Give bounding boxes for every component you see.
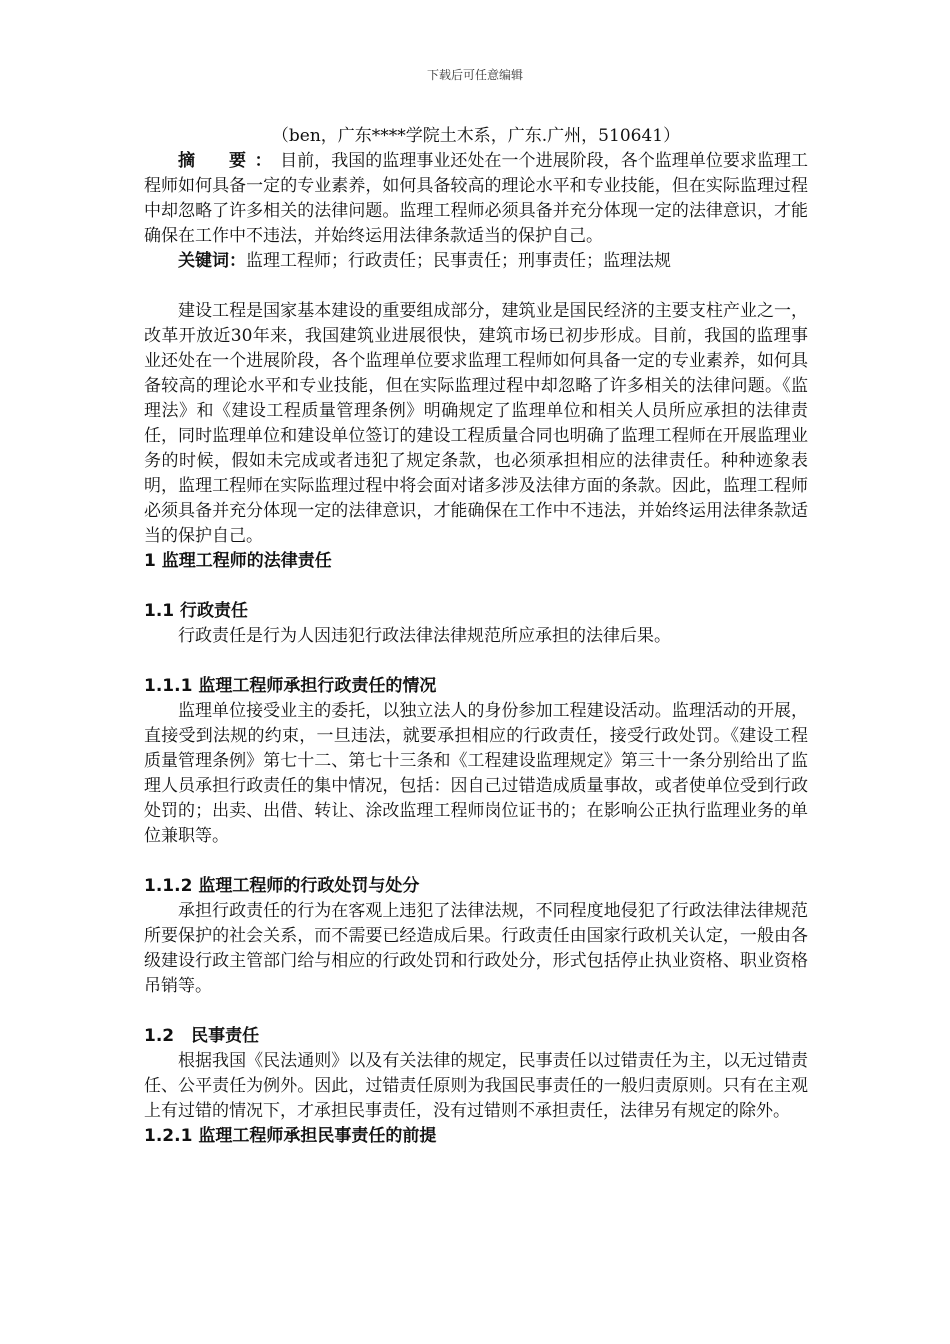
keywords-text: 监理工程师；行政责任；民事责任；刑事责任；监理法规	[246, 251, 671, 271]
section-1-1-heading: 1.1 行政责任	[144, 601, 249, 621]
section-1-2-heading: 1.2 民事责任	[144, 1026, 260, 1046]
abstract-text: 目前，我国的监理事业还处在一个进展阶段，各个监理单位要求监理工程师如何具备一定的专业素养，如何具备较高的理论水平和专业技能，但在实际监理过程中却忽略了许多相关的法律问题。监理工程师必须具备并充分体现一定的法律意识，才能确保在工作中不违法，并始终运用法律条款适当的保护自己。	[144, 151, 809, 246]
section-1-2-text: 根据我国《民法通则》以及有关法律的规定，民事责任以过错责任为主，以无过错责任、公平责任为例外。因此，过错责任原则为我国民事责任的一般归责原则。只有在主观上有过错的情况下，才承担民事责任，没有过错则不承担责任，法律另有规定的除外。	[144, 1051, 808, 1121]
abstract-label: 摘 要：	[178, 151, 281, 171]
section-1-2-1-heading: 1.2.1 监理工程师承担民事责任的前提	[144, 1126, 437, 1146]
abstract-paragraph	[144, 149, 808, 249]
spacer	[144, 649, 808, 674]
section-1-1-2-text: 承担行政责任的行为在客观上违犯了法律法规，不同程度地侵犯了行政法律法律规范所要保护的社会关系，而不需要已经造成后果。行政责任由国家行政机关认定，一般由各级建设行政主管部门给与相应的行政处罚和行政处分，形式包括停止执业资格、职业资格吊销等。	[144, 901, 808, 996]
page-header-note: 下载后可任意编辑	[426, 68, 523, 82]
section-1-1-text: 行政责任是行为人因违犯行政法律法律规范所应承担的法律后果。	[178, 626, 671, 646]
section-1-1-1-text: 监理单位接受业主的委托，以独立法人的身份参加工程建设活动。监理活动的开展，直接受到法规的约束，一旦违法，就要承担相应的行政责任，接受行政处罚。《建设工程质量管理条例》第七十二、第七十三条和《工程建设监理规定》第三十一条分别给出了监理人员承担行政责任的集中情况，包括：因自己过错造成质量事故，或者使单位受到行政处罚的；出卖、出借、转让、涂改监理工程师岗位证书的；在影响公正执行监理业务的单位兼职等。	[144, 701, 808, 846]
spacer	[144, 274, 808, 299]
intro-paragraph: 建设工程是国家基本建设的重要组成部分，建筑业是国民经济的主要支柱产业之一，改革开放近30年来，我国建筑业进展很快，建筑市场已初步形成。目前，我国的监理事业还处在一个进展阶段，各个监理单位要求监理工程师如何具备一定的专业素养，如何具备较高的理论水平和专业技能，但在实际监理过程中却忽略了许多相关的法律问题。《监理法》和《建设工程质量管理条例》明确规定了监理单位和相关人员所应承担的法律责任，同时监理单位和建设单位签订的建设工程质量合同也明确了监理工程师在开展监理业务的时候，假如未完成或者违犯了规定条款，也必须承担相应的法律责任。种种迹象表明，监理工程师在实际监理过程中将会面对诸多涉及法律方面的条款。因此，监理工程师必须具备并充分体现一定的法律意识，才能确保在工作中不违法，并始终运用法律条款适当的保护自己。	[144, 301, 808, 546]
section-1-1-2-heading: 1.1.2 监理工程师的行政处罚与处分	[144, 876, 420, 896]
author-affiliation: （ben，广东****学院土木系，广东.广州，510641）	[271, 126, 681, 146]
keywords-paragraph	[144, 249, 808, 274]
keywords-label: 关键词：	[178, 251, 246, 271]
spacer	[144, 574, 808, 599]
spacer	[144, 849, 808, 874]
spacer	[144, 999, 808, 1024]
section-1-1-1-heading: 1.1.1 监理工程师承担行政责任的情况	[144, 676, 437, 696]
document-body	[144, 124, 808, 1149]
section-1-heading: 1 监理工程师的法律责任	[144, 551, 332, 571]
